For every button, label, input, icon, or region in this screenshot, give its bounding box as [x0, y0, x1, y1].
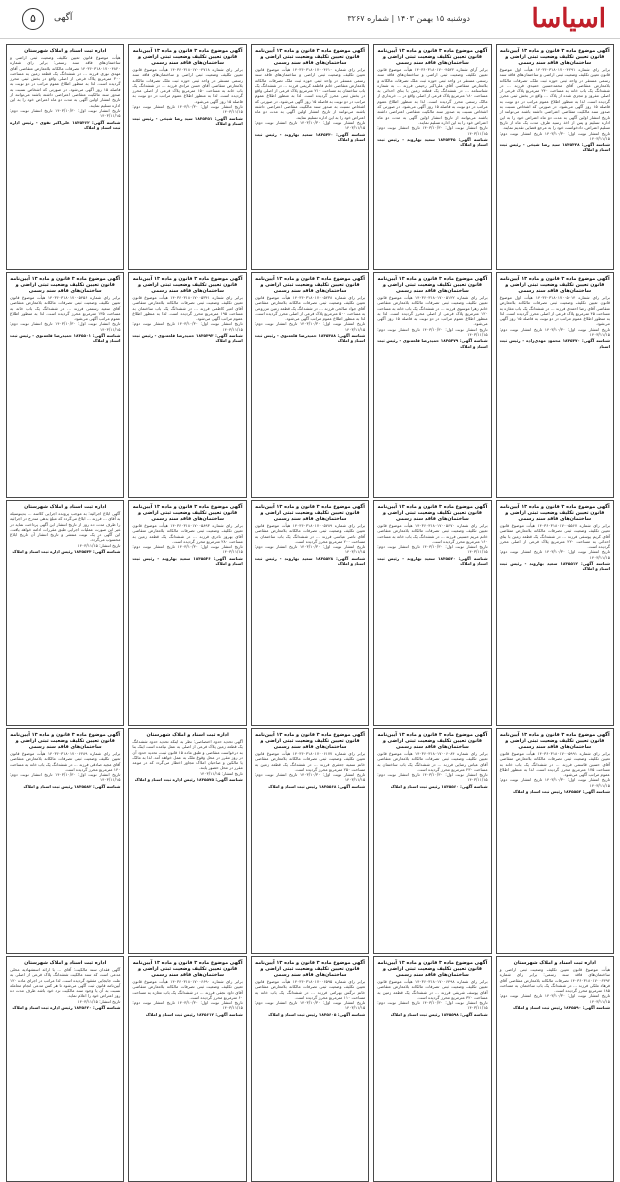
notice-title: آگهی موضوع ماده ۳ قانون و ماده ۱۳ آیین‌نامه قانون تعیین تکلیف وضعیت ثبتی اراضی و ساختمان‌های فاقد سند رسمی: [377, 732, 488, 750]
legal-notice: [251, 956, 369, 1182]
legal-notice: [128, 44, 246, 270]
notice-signature: شناسه آگهی: ۱۸۴۵۴۸۸ حمیدرضا قلعه‌نوی - رئیس ثبت اسناد و املاک: [254, 333, 366, 344]
legal-notice: [6, 500, 124, 726]
legal-notice: [373, 44, 491, 270]
notice-signature: شناسه آگهی: ۱۸۴۵۴۵۱ سید رضا شیخی - رئیس ثبت اسناد و املاک: [132, 115, 243, 126]
notice-date: تاریخ انتشار: ۱۴۰۳/۱۱/۱۵: [77, 998, 121, 1004]
legal-notice: [251, 500, 369, 726]
notice-title: آگهی موضوع ماده ۳ قانون و ماده ۱۳ آیین‌نامه قانون تعیین تکلیف وضعیت ثبتی اراضی و ساختمان‌های فاقد سند رسمی: [255, 48, 365, 66]
notice-signature: شناسه آگهی: ۱۸۴۵۵۸۲ رئیس ثبت اسناد و املاک: [23, 783, 121, 789]
notice-date: تاریخ انتشار: ۱۴۰۳/۱۱/۱۵: [199, 770, 243, 776]
notice-date: تاریخ انتشار: ۱۴۰۳/۱۱/۱۵: [77, 542, 121, 548]
notice-date: تاریخ انتشار نوبت اول: ۱۴۰۳/۱۰/۳۰ تاریخ انتشار نوبت دوم: ۱۴۰۳/۱۱/۱۵: [254, 1000, 366, 1011]
notice-title: آگهی موضوع ماده ۳ قانون و ماده ۱۳ آیین‌نامه قانون تعیین تکلیف وضعیت ثبتی اراضی و ساختمان‌های فاقد سند رسمی: [377, 48, 488, 66]
notice-signature: شناسه آگهی: ۱۸۴۵۴۲۸ سید رضا شیخی - رئیس ثبت اسناد و املاک: [499, 142, 610, 153]
legal-notice: [373, 500, 491, 726]
notice-signature: شناسه آگهی: ۱۸۴۵۵۳۶ سعید بهاروند - رئیس ثبت اسناد و املاک: [132, 555, 243, 567]
legal-notice: [128, 500, 246, 726]
notice-title: آگهی موضوع ماده ۳ قانون و ماده ۱۳ آیین‌نامه قانون تعیین تکلیف وضعیت ثبتی اراضی و ساختمان‌های فاقد سند رسمی: [499, 48, 610, 66]
notice-date: تاریخ انتشار نوبت اول: ۱۴۰۳/۱۰/۳۰ تاریخ انتشار نوبت دوم: ۱۴۰۳/۱۱/۱۵: [377, 772, 488, 783]
notice-date: تاریخ انتشار نوبت اول: ۱۴۰۳/۱۰/۳۰ تاریخ انتشار نوبت دوم: ۱۴۰۳/۱۱/۱۵: [10, 772, 121, 783]
notice-date: تاریخ انتشار نوبت اول: ۱۴۰۳/۱۰/۳۰ تاریخ انتشار نوبت دوم: ۱۴۰۳/۱۱/۱۵: [377, 544, 488, 555]
notice-title: آگهی موضوع ماده ۳ قانون و ماده ۱۳ آیین‌نامه قانون تعیین تکلیف وضعیت ثبتی اراضی و ساختمان‌های فاقد سند رسمی: [499, 504, 610, 522]
legal-notice: [496, 728, 614, 954]
notice-date: تاریخ انتشار نوبت اول: ۱۴۰۳/۱۰/۳۰ تاریخ انتشار نوبت دوم: ۱۴۰۳/۱۱/۱۵: [10, 321, 121, 332]
notice-body: هیأت موضوع قانون تعیین تکلیف وضعیت ثبتی اراضی و ساختمان‌های فاقد سند رسمی: برابر رای شماره ۱۴۰۳۶۰۳۱۸۰۱۷۰۰۴۸۲۰ تصرفات مالکانه بلامعارض متقاضی آقای مهدی نوری فرزند ... در ششدانگ یک قطعه زمین به مساحت ۳۰۰ مترمربع پلاک فرعی از اصلی واقع در بخش ثبتی محرز گردیده است. لذا به منظور اطلاع عموم مراتب در دو نوبت به فاصله ۱۵ روز آگهی می‌شود. در صورتی که اشخاص نسبت به صدور سند مالکیت متقاضی اعتراضی داشته باشند می‌توانند از تاریخ انتشار اولین آگهی به مدت دو ماه اعتراض خود را به این اداره تسلیم نمایند.: [10, 55, 121, 108]
notice-signature: شناسه آگهی: ۱۸۴۵۶۱۲ رئیس ثبت اسناد و املاک: [145, 1011, 243, 1017]
notice-title: اداره ثبت اسناد و املاک شهرستان: [513, 960, 596, 966]
notice-body: برابر رای شماره ۱۴۰۳۶۰۳۱۸۰۱۷۰۰۴۷۱۸ هیأت موضوع قانون تعیین تکلیف وضعیت ثبتی اراضی و ساختمان‌های فاقد سند رسمی مستقر در واحد ثبتی حوزه ثبت ملک تصرفات مالکانه بلامعارض متقاضی آقای حسن مرادی فرزند ... در ششدانگ یک باب خانه به مساحت ۱۵۰ مترمربع پلاک فرعی از اصلی محرز گردیده است. لذا به منظور اطلاع عموم مراتب در دو نوبت به فاصله ۱۵ روز آگهی می‌شود.: [132, 67, 243, 104]
masthead: [0, 0, 620, 39]
notice-title: آگهی موضوع ماده ۳ قانون و ماده ۱۳ آیین‌نامه قانون تعیین تکلیف وضعیت ثبتی اراضی و ساختمان‌های فاقد سند رسمی: [132, 276, 243, 294]
notice-title: آگهی موضوع ماده ۳ قانون و ماده ۱۳ آیین‌نامه قانون تعیین تکلیف وضعیت ثبتی اراضی و ساختمان‌های فاقد سند رسمی: [255, 960, 365, 978]
notice-title: اداره ثبت اسناد و املاک شهرستان: [146, 732, 229, 738]
notice-signature: شناسه آگهی: ۱۸۴۵۴۷۰ محمود مهدی‌زاده - رئیس ثبت اسناد: [499, 338, 611, 349]
notice-signature: شناسه آگهی: ۱۸۴۵۵۷۵ رئیس اداره ثبت اسناد و املاک: [134, 777, 243, 783]
legal-notice: [496, 44, 614, 270]
notice-title: اداره ثبت اسناد و املاک شهرستان: [24, 48, 107, 54]
notice-title: آگهی موضوع ماده ۳ قانون و ماده ۱۳ آیین‌نامه قانون تعیین تکلیف وضعیت ثبتی اراضی و ساختمان‌های فاقد سند رسمی: [255, 732, 365, 750]
legal-notice: [496, 956, 614, 1182]
notice-title: آگهی موضوع ماده ۳ قانون و ماده ۱۳ آیین‌نامه قانون تعیین تکلیف وضعیت ثبتی اراضی و ساختمان‌های فاقد سند رسمی: [10, 732, 121, 750]
legal-notice: [373, 728, 491, 954]
notice-signature: شناسه آگهی: ۱۸۴۵۶۲۰ رئیس اداره ثبت اسناد و املاک: [12, 1005, 121, 1011]
notice-title: اداره ثبت اسناد و املاک شهرستان: [24, 504, 107, 510]
notice-title: آگهی موضوع ماده ۳ قانون و ماده ۱۳ آیین‌نامه قانون تعیین تکلیف وضعیت ثبتی اراضی و ساختمان‌های فاقد سند رسمی: [132, 504, 243, 522]
notice-title: اداره ثبت اسناد و املاک شهرستان: [24, 960, 107, 966]
notice-body: برابر رای شماره ۱۴۰۳۶۰۳۱۸۰۱۷۰۰۶۱۷۷ هیأت موضوع قانون تعیین تکلیف وضعیت ثبتی تصرفات مالکانه بلامعارض متقاضی خانم سمیه جعفری فرزند ... در ششدانگ یک قطعه زمین به مساحت ۲۵۰ مترمربع محرز گردیده است.: [254, 751, 366, 772]
notice-body: برابر رای شماره ۱۴۰۳۶۰۳۱۸۰۱۷۰۰۵۲۳۸ هیأت موضوع قانون تعیین تکلیف وضعیت ثبتی تصرفات مالکانه بلامعارض متقاضی آقای جواد صالحی فرزند ... در ششدانگ یک قطعه زمین مزروعی به مساحت ۵۰۰ مترمربع پلاک فرعی از اصلی محرز گردیده است. لذا به منظور اطلاع عموم مراتب آگهی می‌شود.: [254, 295, 366, 322]
notice-date: تاریخ انتشار نوبت اول: ۱۴۰۳/۱۰/۳۰ تاریخ انتشار نوبت دوم: ۱۴۰۳/۱۱/۱۵: [254, 772, 366, 783]
notice-signature: شناسه آگهی: ۱۸۴۵۵۶۰ رئیس ثبت اسناد و املاک: [390, 783, 488, 789]
notice-signature: شناسه آگهی: ۱۸۴۵۶۰۵ رئیس ثبت اسناد و املاک: [268, 1011, 366, 1017]
notice-date: تاریخ انتشار نوبت اول: ۱۴۰۳/۱۰/۳۰ تاریخ انتشار نوبت دوم: ۱۴۰۳/۱۱/۱۵: [499, 777, 610, 788]
notice-title: آگهی موضوع ماده ۳ قانون و ماده ۱۳ آیین‌نامه قانون تعیین تکلیف وضعیت ثبتی اراضی و ساختمان‌های فاقد سند رسمی: [377, 504, 488, 522]
ads-grid: [6, 44, 614, 1182]
notice-title: آگهی موضوع ماده ۳ قانون و ماده ۱۳ آیین‌نامه قانون تعیین تکلیف وضعیت ثبتی اراضی و ساختمان‌های فاقد سند رسمی: [255, 504, 365, 522]
notice-signature: شناسه آگهی: ۱۸۴۵۵۲۰ سعید بهاروند - رئیس ثبت اسناد و املاک: [377, 555, 488, 567]
legal-notice: [6, 272, 124, 498]
notice-body: آگهی تحدید حدود اختصاصی: نظر به اینکه تحدید حدود ششدانگ یک قطعه زمین پلاک فرعی از اصلی به عمل نیامده است اینک بنا به درخواست متقاضی و طبق ماده ۱۵ قانون ثبت، تحدید حدود آن در روز مقرر در محل وقوع ملک به عمل خواهد آمد. لذا به مالک یا مالکین و صاحبان املاک مجاور اخطار می‌گردد که در موعد مقرر در محل حضور یابند.: [132, 739, 243, 771]
notice-body: برابر رای شماره ۱۴۰۳۶۰۳۱۸۰۱۷۰۰۵۵۶۷ هیأت موضوع قانون تعیین تکلیف وضعیت ثبتی تصرفات مالکانه بلامعارض متقاضی آقای کریم یوسفی فرزند ... در ششدانگ یک قطعه زمین با بنای احداثی به مساحت ۲۲۰ مترمربع پلاک فرعی از اصلی محرز گردیده است.: [499, 523, 610, 550]
newspaper-logo[interactable]: اسیاسا: [531, 4, 606, 34]
notice-signature: شناسه آگهی: ۱۸۴۵۴۹۳ حمیدرضا قلعه‌نوی - رئیس ثبت اسناد و املاک: [132, 333, 243, 344]
notice-title: آگهی موضوع ماده ۳ قانون و ماده ۱۳ آیین‌نامه قانون تعیین تکلیف وضعیت ثبتی اراضی و ساختمان‌های فاقد سند رسمی: [377, 276, 488, 294]
notice-title: آگهی موضوع ماده ۳ قانون و ماده ۱۳ آیین‌نامه قانون تعیین تکلیف وضعیت ثبتی اراضی و ساختمان‌های فاقد سند رسمی: [10, 276, 121, 294]
notice-signature: شناسه آگهی: ۱۸۴۵۵۹۰ رئیس ثبت اسناد و املاک: [513, 1005, 610, 1011]
notice-signature: شناسه آگهی: ۱۸۴۵۵۹۸ رئیس ثبت اسناد و املاک: [390, 1011, 488, 1017]
notice-signature: شناسه آگهی: ۱۸۴۵۴۶۲ علی‌اکبر تقوی - رئیس اداره ثبت اسناد و املاک: [10, 119, 121, 130]
notice-body: آگهی ابلاغ اجرائیه: به موجب پرونده اجرایی کلاسه ... بدینوسیله به آقای ... فرزند ... ابلاغ می‌گردد که مبلغ بدهی مندرج در اجرائیه را ظرف مدت ده روز از تاریخ انتشار این آگهی پرداخت نماید در غیر این صورت عملیات اجرایی طبق مقررات ادامه خواهد یافت. این آگهی در یک نوبت منتشر و تاریخ انتشار آن تاریخ ابلاغ محسوب می‌گردد.: [10, 511, 121, 543]
notice-body: برابر رای شماره ۱۴۰۳۶۰۳۱۸۰۱۷۰۰۵۰۱۴ هیأت اول موضوع قانون تعیین تکلیف وضعیت ثبتی تصرفات مالکانه بلامعارض متقاضی آقای رضا احمدی فرزند ... در ششدانگ یک باب مغازه به مساحت ۴۵ مترمربع پلاک فرعی از اصلی محرز گردیده است. لذا به منظور اطلاع عموم مراتب در دو نوبت به فاصله ۱۵ روز آگهی می‌شود.: [499, 295, 611, 327]
page-number: ۵: [22, 8, 44, 30]
notice-date: تاریخ انتشار نوبت اول: ۱۴۰۳/۱۰/۳۰ تاریخ انتشار نوبت دوم: ۱۴۰۳/۱۱/۱۵: [499, 326, 610, 338]
notice-date: تاریخ انتشار نوبت اول: ۱۴۰۳/۱۰/۳۰ تاریخ انتشار نوبت دوم: ۱۴۰۳/۱۱/۱۵: [377, 125, 488, 136]
notice-body: برابر رای شماره ۱۴۰۳۶۰۳۱۸۰۱۷۰۰۵۳۴۱ هیأت موضوع قانون تعیین تکلیف وضعیت ثبتی تصرفات مالکانه بلامعارض متقاضی آقای امیر کاظمی فرزند ... در ششدانگ یک باب ساختمان به مساحت ۱۹۵ مترمربع محرز گردیده است. لذا به منظور اطلاع عموم مراتب آگهی می‌شود.: [132, 295, 243, 322]
notice-title: آگهی موضوع ماده ۳ قانون و ماده ۱۳ آیین‌نامه قانون تعیین تکلیف وضعیت ثبتی اراضی و ساختمان‌های فاقد سند رسمی: [255, 276, 365, 294]
notice-title: آگهی موضوع ماده ۳ قانون و ماده ۱۳ آیین‌نامه قانون تعیین تکلیف وضعیت ثبتی اراضی و ساختمان‌های فاقد سند رسمی: [499, 276, 610, 294]
notice-signature: شناسه آگهی: ۱۸۴۵۵۶۸ رئیس ثبت اسناد و املاک: [268, 783, 366, 789]
notice-signature: شناسه آگهی: ۱۸۴۵۴۳۵ سعید بهاروند - رئیس ثبت اسناد و املاک: [377, 136, 488, 148]
notice-body: برابر آرای شماره ۱۴۰۳۶۰۳۱۸۰۱۷۰۰۴۵۲۲ هیأت موضوع قانون تعیین تکلیف وضعیت ثبتی اراضی و ساختمان‌های فاقد سند رسمی مستقر در واحد ثبتی حوزه ثبت ملک تصرفات مالکانه و بلامعارض متقاضی آقای علی‌اکبر رحیمی فرزند ... به شماره شناسنامه ... در ششدانگ یک قطعه زمین با بنای احداثی به مساحت ۱۸۰ مترمربع پلاک فرعی از اصلی واقع در ... خریداری از مالک رسمی محرز گردیده است. لذا به منظور اطلاع عموم مراتب در دو نوبت به فاصله ۱۵ روز آگهی می‌شود. در صورتی که اشخاص نسبت به صدور سند مالکیت متقاضی اعتراضی داشته باشند می‌توانند از تاریخ انتشار اولین آگهی به مدت دو ماه اعتراض خود را به این اداره تسلیم نمایند.: [377, 67, 488, 125]
notice-signature: شناسه آگهی: ۱۸۴۵۵۴۴ رئیس اداره ثبت اسناد و املاک: [12, 549, 121, 555]
notice-body: برابر رای شماره ۱۴۰۳۶۰۳۱۸۰۱۷۰۰۵۸۹۳ هیأت موضوع قانون تعیین تکلیف وضعیت ثبتی تصرفات مالکانه بلامعارض متقاضی آقای بهروز نادری فرزند ... در ششدانگ یک قطعه زمین به مساحت ۲۸۰ مترمربع محرز گردیده است.: [132, 523, 243, 544]
notice-body: برابر رای شماره ۱۴۰۳۶۰۳۱۸۰۱۷۰۰۴۶۱۰ هیأت موضوع قانون تعیین تکلیف وضعیت ثبتی اراضی و ساختمان‌های فاقد سند رسمی مستقر در واحد ثبتی حوزه ثبت ملک تصرفات مالکانه بلامعارض متقاضی خانم فاطمه کریمی فرزند ... در ششدانگ یک باب ساختمان به مساحت ۲۱۰ مترمربع پلاک فرعی از اصلی واقع در بخش ثبتی محرز گردیده است. لذا به منظور اطلاع عموم مراتب در دو نوبت به فاصله ۱۵ روز آگهی می‌شود. در صورتی که اشخاص نسبت به صدور سند مالکیت متقاضی اعتراضی داشته باشند می‌توانند از تاریخ انتشار اولین آگهی به مدت دو ماه اعتراض خود را به این اداره تسلیم نمایند.: [254, 67, 366, 120]
notice-date: تاریخ انتشار نوبت اول: ۱۴۰۳/۱۰/۳۰ تاریخ انتشار نوبت دوم: ۱۴۰۳/۱۱/۱۵: [377, 326, 488, 338]
notice-body: برابر رای شماره ۱۴۰۳۶۰۳۱۸۰۱۷۰۰۶۶۹۰ هیأت موضوع قانون تعیین تکلیف وضعیت ثبتی تصرفات مالکانه بلامعارض متقاضی آقای داود نجفی فرزند ... در ششدانگ یک باب مغازه به مساحت ۶۰ مترمربع محرز گردیده است.: [132, 979, 243, 1000]
legal-notice: [128, 728, 246, 954]
notice-body: برابر رای شماره ۱۴۰۳۶۰۳۱۸۰۱۷۰۰۶۵۹۵ هیأت موضوع قانون تعیین تکلیف وضعیت ثبتی تصرفات مالکانه بلامعارض متقاضی خانم نرگس بهرامی فرزند ... در ششدانگ یک باب خانه به مساحت ۱۱۰ مترمربع محرز گردیده است.: [254, 979, 366, 1000]
notice-body: برابر رای شماره ۱۴۰۳۶۰۳۱۸۰۱۷۰۰۵۱۲۲ هیأت موضوع قانون تعیین تکلیف وضعیت ثبتی تصرفات مالکانه بلامعارض متقاضی خانم زهرا موسوی فرزند ... در ششدانگ یک باب خانه به مساحت ۱۲۰ مترمربع پلاک فرعی از اصلی محرز گردیده است. لذا به منظور اطلاع عموم مراتب در دو نوبت به فاصله ۱۵ روز آگهی می‌شود.: [377, 295, 488, 327]
notice-body: برابر رای شماره ۱۴۰۳۶۰۳۱۸۰۱۷۰۰۵۶۷۰ هیأت موضوع قانون تعیین تکلیف وضعیت ثبتی تصرفات مالکانه بلامعارض متقاضی خانم مریم حسینی فرزند ... در ششدانگ یک باب خانه به مساحت ۱۶۰ مترمربع محرز گردیده است.: [377, 523, 488, 544]
notice-date: تاریخ انتشار نوبت اول: ۱۴۰۳/۱۰/۳۰ تاریخ انتشار نوبت دوم: ۱۴۰۳/۱۱/۱۵: [254, 119, 366, 131]
notice-body: برابر رای شماره ۱۴۰۳۶۰۳۱۸۰۱۷۰۰۵۴۵۶ هیأت موضوع قانون تعیین تکلیف وضعیت ثبتی تصرفات مالکانه بلامعارض متقاضی آقای سعید رستمی فرزند ... در ششدانگ یک باب خانه به مساحت ۱۳۵ مترمربع محرز گردیده است. لذا به منظور اطلاع عموم مراتب آگهی می‌شود.: [10, 295, 121, 322]
legal-notice: [128, 956, 246, 1182]
notice-date: تاریخ انتشار نوبت اول: ۱۴۰۳/۱۰/۳۰ تاریخ انتشار نوبت دوم: ۱۴۰۳/۱۱/۱۵: [10, 107, 121, 119]
legal-notice: [251, 728, 369, 954]
notice-signature: شناسه آگهی: ۱۸۴۵۴۴۰ سعید بهاروند - رئیس ثبت اسناد و املاک: [254, 131, 366, 142]
notice-signature: شناسه آگهی: ۱۸۴۵۴۷۹ حمیدرضا قلعه‌نوی - رئیس ثبت اسناد و املاک: [377, 338, 488, 349]
notice-body: برابر رای شماره ۱۴۰۳۶۰۳۱۸۰۱۷۰۰۶۲۸۹ هیأت موضوع قانون تعیین تکلیف وضعیت ثبتی تصرفات مالکانه بلامعارض متقاضی آقای مجید صادقی فرزند ... در ششدانگ یک باب خانه به مساحت ۱۴۰ مترمربع محرز گردیده است.: [10, 751, 121, 772]
notice-date: تاریخ انتشار نوبت اول: ۱۴۰۳/۱۰/۳۰ تاریخ انتشار نوبت دوم: ۱۴۰۳/۱۱/۱۵: [254, 321, 366, 332]
legal-notice: [496, 500, 614, 726]
legal-notice: [251, 44, 369, 270]
notice-body: برابر رای شماره ۱۴۰۳۶۰۳۱۸۰۱۷۰۰۴۲۹۱ هیأت اول موضوع قانون تعیین تکلیف وضعیت ثبتی اراضی و ساختمان‌های فاقد سند رسمی مستقر در واحد ثبتی حوزه ثبت ملک، تصرفات مالکانه بلامعارض متقاضی آقای محمدحسین حمیدی فرزند ... در ششدانگ یک باب خانه به مساحت ۲۴۰ مترمربع پلاک فرعی از اصلی مفروز و مجزی شده از پلاک ... واقع در بخش ثبتی محرز گردیده است. لذا به منظور اطلاع عموم مراتب در دو نوبت به فاصله ۱۵ روز آگهی می‌شود. در صورتی که اشخاص نسبت به صدور سند مالکیت متقاضی اعتراضی داشته باشند می‌توانند از تاریخ انتشار اولین آگهی به مدت دو ماه اعتراض خود را به این اداره تسلیم و پس از اخذ رسید ظرف مدت یک ماه از تاریخ تسلیم اعتراض، دادخواست خود را به مرجع قضایی تقدیم نمایند.: [499, 67, 610, 131]
notice-title: آگهی موضوع ماده ۳ قانون و ماده ۱۳ آیین‌نامه قانون تعیین تکلیف وضعیت ثبتی اراضی و ساختمان‌های فاقد سند رسمی: [499, 732, 610, 750]
notice-body: هیأت موضوع قانون تعیین تکلیف وضعیت ثبتی اراضی و ساختمان‌های فاقد سند رسمی: برابر رای شماره ۱۴۰۳۶۰۳۱۸۰۱۷۰۰۶۳۹۲ تصرفات مالکانه بلامعارض متقاضی آقای فرهاد ملکی فرزند ... در ششدانگ یک باب ساختمان به مساحت ۱۸۵ مترمربع محرز گردیده است.: [499, 967, 610, 994]
notice-title: آگهی موضوع ماده ۳ قانون و ماده ۱۳ آیین‌نامه قانون تعیین تکلیف وضعیت ثبتی اراضی و ساختمان‌های فاقد سند رسمی: [132, 960, 243, 978]
notice-date: تاریخ انتشار نوبت اول: ۱۴۰۳/۱۰/۳۰ تاریخ انتشار نوبت دوم: ۱۴۰۳/۱۱/۱۵: [132, 544, 243, 555]
legal-notice: [128, 272, 246, 498]
legal-notice: [6, 956, 124, 1182]
notice-date: تاریخ انتشار نوبت اول: ۱۴۰۳/۱۰/۳۰ تاریخ انتشار نوبت دوم: ۱۴۰۳/۱۱/۱۵: [377, 1000, 488, 1011]
section-label: آگهی: [54, 13, 73, 23]
notice-signature: شناسه آگهی: ۱۸۴۵۵۰۱ حمیدرضا قلعه‌نوی - رئیس ثبت اسناد و املاک: [10, 333, 121, 344]
notice-date: تاریخ انتشار نوبت اول: ۱۴۰۳/۱۰/۳۰ تاریخ انتشار نوبت دوم: ۱۴۰۳/۱۱/۱۵: [132, 321, 243, 332]
notice-date: تاریخ انتشار نوبت اول: ۱۴۰۳/۱۰/۳۰ تاریخ انتشار نوبت دوم: ۱۴۰۳/۱۱/۱۵: [499, 130, 610, 141]
notice-signature: شناسه آگهی: ۱۸۴۵۵۱۲ سعید بهاروند - رئیس ثبت اسناد و املاک: [499, 561, 611, 572]
notice-body: برابر رای شماره ۱۴۰۳۶۰۳۱۸۰۱۷۰۰۶۰۸۴ هیأت موضوع قانون تعیین تکلیف وضعیت ثبتی تصرفات مالکانه بلامعارض متقاضی آقای عباس رضایی فرزند ... در ششدانگ یک باب ساختمان به مساحت ۲۳۰ مترمربع محرز گردیده است.: [377, 751, 488, 772]
notice-body: برابر رای شماره ۱۴۰۳۶۰۳۱۸۰۱۷۰۰۶۴۹۸ هیأت موضوع قانون تعیین تکلیف وضعیت ثبتی تصرفات مالکانه بلامعارض متقاضی آقای یوسف شریفی فرزند ... در ششدانگ یک قطعه زمین به مساحت ۳۲۰ مترمربع محرز گردیده است.: [377, 979, 488, 1000]
notice-date: تاریخ انتشار نوبت اول: ۱۴۰۳/۱۰/۳۰ تاریخ انتشار نوبت دوم: ۱۴۰۳/۱۱/۱۵: [132, 104, 243, 115]
notice-body: برابر رای شماره ۱۴۰۳۶۰۳۱۸۰۱۷۰۰۵۹۹۱ هیأت موضوع قانون تعیین تکلیف وضعیت ثبتی تصرفات مالکانه بلامعارض متقاضی آقای حسین قاسمی فرزند ... در ششدانگ یک باب خانه به مساحت ۱۷۵ مترمربع محرز گردیده است. لذا به منظور اطلاع عموم مراتب آگهی می‌شود.: [499, 751, 610, 778]
legal-notice: [373, 272, 491, 498]
notice-signature: شناسه آگهی: ۱۸۴۵۵۲۸ سعید بهاروند - رئیس ثبت اسناد و املاک: [254, 555, 366, 567]
notice-date: تاریخ انتشار نوبت اول: ۱۴۰۳/۱۰/۳۰ تاریخ انتشار نوبت دوم: ۱۴۰۳/۱۱/۱۵: [499, 549, 610, 560]
issue-info: دوشنبه ۱۵ بهمن ۱۴۰۳ | شماره ۳۲۶۷: [347, 14, 470, 23]
legal-notice: [496, 272, 614, 498]
notice-date: تاریخ انتشار نوبت اول: ۱۴۰۳/۱۰/۳۰ تاریخ انتشار نوبت دوم: ۱۴۰۳/۱۱/۱۵: [132, 1000, 243, 1011]
notice-body: برابر رای شماره ۱۴۰۳۶۰۳۱۸۰۱۷۰۰۵۷۸۹ هیأت موضوع قانون تعیین تکلیف وضعیت ثبتی تصرفات مالکانه بلامعارض متقاضی آقای ناصر عباسی فرزند ... در ششدانگ یک باب ساختمان به مساحت ۲۰۰ مترمربع محرز گردیده است.: [254, 523, 366, 544]
notice-body: آگهی فقدان سند مالکیت: آقای ... با ارائه استشهادیه محلی مدعی است که سند مالکیت ششدانگ پلاک فرعی از اصلی به علت جابجایی مفقود گردیده است. لذا مراتب در اجرای ماده ۱۲۰ آیین‌نامه قانون ثبت آگهی می‌شود تا هر کس مدعی انجام معامله نسبت به آن یا وجود سند مالکیت نزد خود باشد ظرف مدت ده روز اعتراض خود را اعلام نماید.: [10, 967, 121, 999]
legal-notice: [6, 728, 124, 954]
legal-notice: [6, 44, 124, 270]
notice-title: آگهی موضوع ماده ۳ قانون و ماده ۱۳ آیین‌نامه قانون تعیین تکلیف وضعیت ثبتی اراضی و ساختمان‌های فاقد سند رسمی: [132, 48, 243, 66]
notice-signature: شناسه آگهی: ۱۸۴۵۵۵۲ رئیس ثبت اسناد و املاک: [513, 789, 610, 795]
notice-title: آگهی موضوع ماده ۳ قانون و ماده ۱۳ آیین‌نامه قانون تعیین تکلیف وضعیت ثبتی اراضی و ساختمان‌های فاقد سند رسمی: [377, 960, 488, 978]
legal-notice: [251, 272, 369, 498]
legal-notice: [373, 956, 491, 1182]
notice-date: تاریخ انتشار نوبت اول: ۱۴۰۳/۱۰/۳۰ تاریخ انتشار نوبت دوم: ۱۴۰۳/۱۱/۱۵: [499, 993, 610, 1004]
notice-date: تاریخ انتشار نوبت اول: ۱۴۰۳/۱۰/۳۰ تاریخ انتشار نوبت دوم: ۱۴۰۳/۱۱/۱۵: [254, 544, 366, 555]
